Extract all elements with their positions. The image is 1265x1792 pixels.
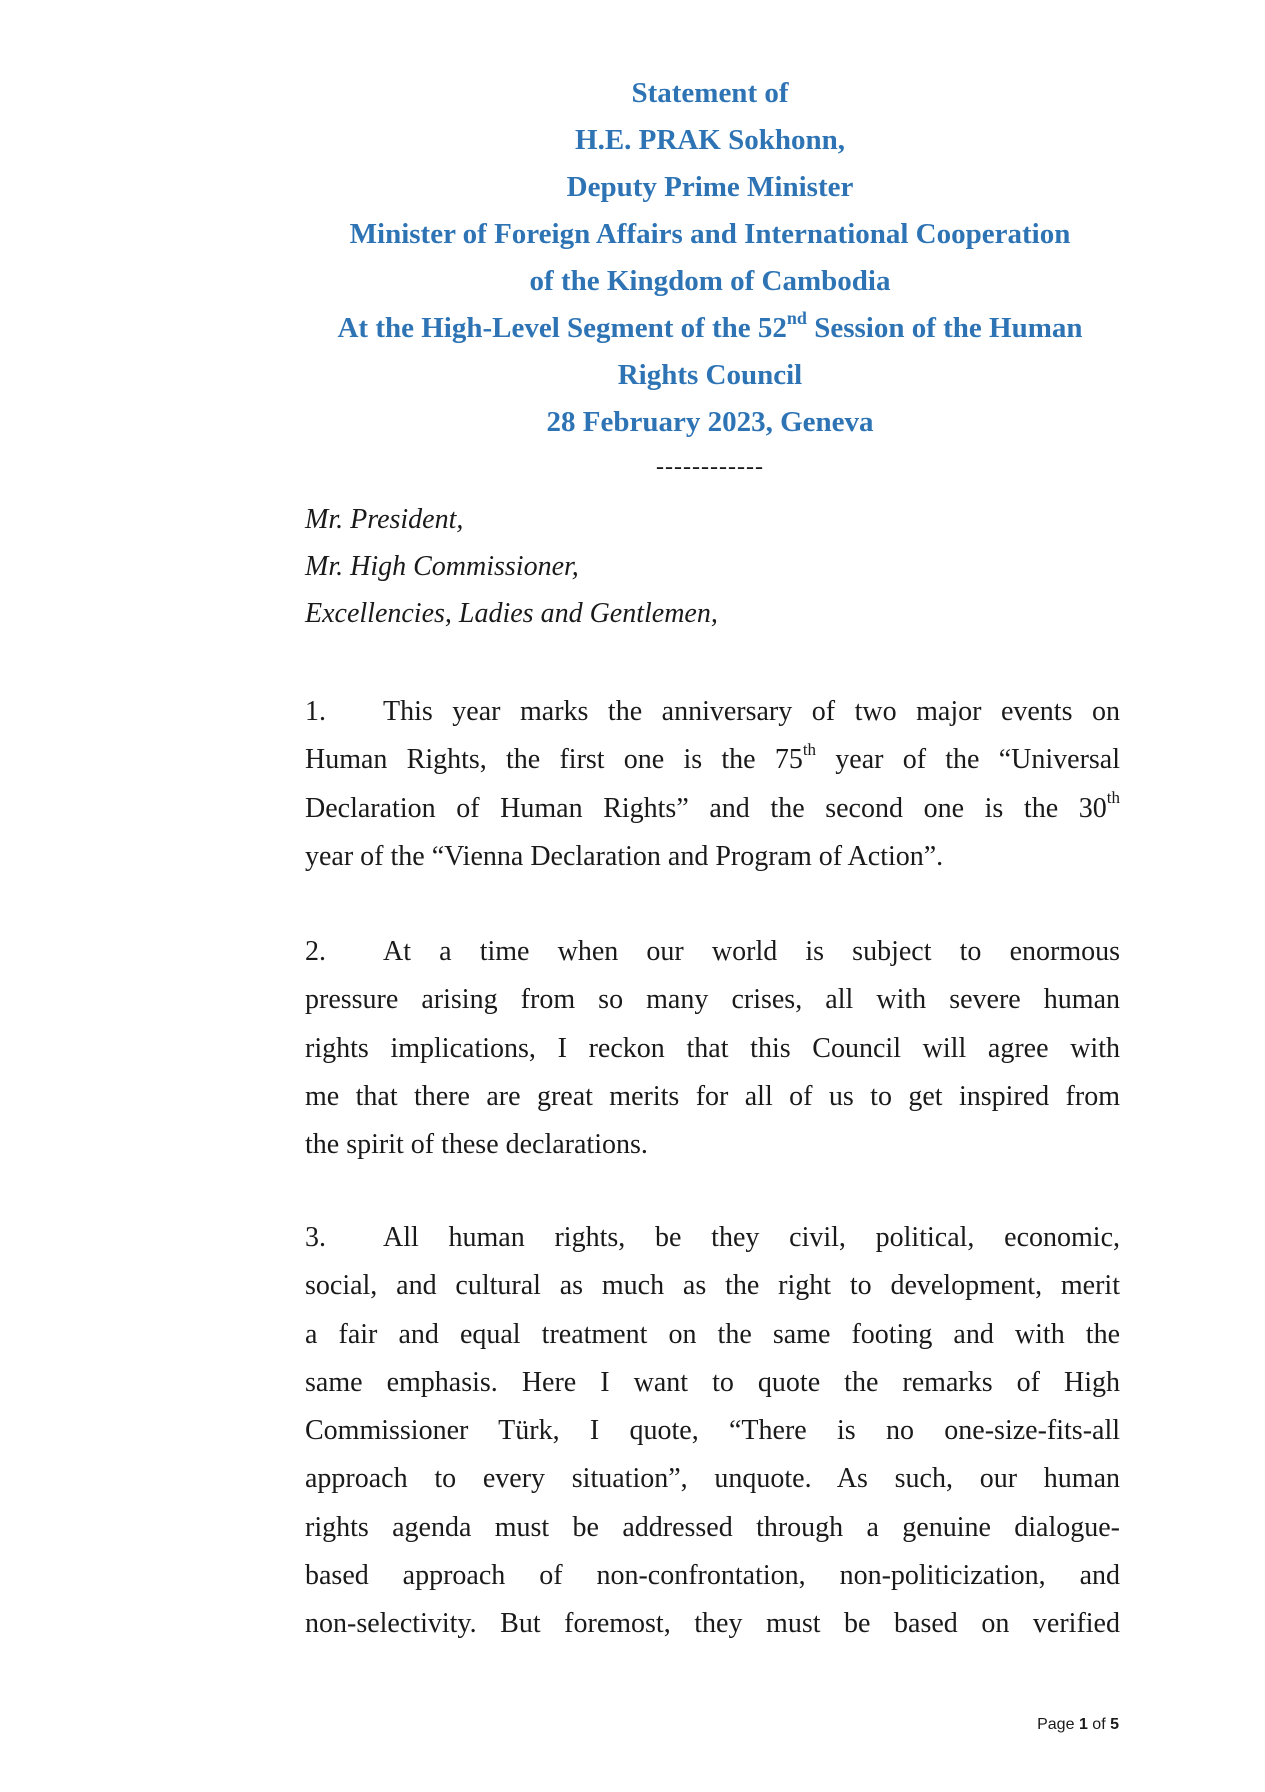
paragraph-number: 2. bbox=[305, 936, 326, 967]
paragraph-text: This year marks the anniversary of two major events on bbox=[383, 696, 1120, 727]
paragraph-line: a fair and equal treatment on the same footing and with the bbox=[305, 1318, 1120, 1350]
statement-heading bbox=[290, 70, 1130, 446]
page-label: Page bbox=[1037, 1716, 1075, 1733]
heading-line: of the Kingdom of Cambodia bbox=[529, 265, 891, 297]
separator: ------------ bbox=[656, 454, 764, 480]
paragraph-number: 3. bbox=[305, 1222, 326, 1253]
heading-line: Minister of Foreign Affairs and International Cooperation bbox=[349, 218, 1071, 250]
paragraph-line: year of the “Vienna Declaration and Program of Action”. bbox=[305, 840, 944, 872]
paragraph-line: Commissioner Türk, I quote, “There is no one-size-fits-all bbox=[305, 1415, 1120, 1447]
paragraph-line: rights agenda must be addressed through a genuine dialogue- bbox=[305, 1511, 1120, 1543]
paragraph-number: 1. bbox=[305, 696, 326, 727]
heading-line bbox=[290, 305, 1130, 352]
of-label: of bbox=[1092, 1716, 1106, 1733]
ordinal-suffix: th bbox=[802, 739, 817, 759]
paragraph-line: me that there are great merits for all of us to get inspired from bbox=[305, 1080, 1120, 1112]
heading-line: 28 February 2023, Geneva bbox=[546, 406, 874, 438]
paragraph-line: pressure arising from so many crises, all with severe human bbox=[305, 984, 1120, 1016]
page-number-footer bbox=[1037, 1716, 1119, 1734]
paragraph-line bbox=[305, 928, 1120, 976]
salutation bbox=[305, 496, 718, 637]
paragraph-text: Human Rights, the first one is the 75 bbox=[305, 744, 803, 776]
paragraph-line bbox=[305, 736, 1120, 784]
paragraph-line: non-selectivity. But foremost, they must be based on verified bbox=[305, 1608, 1120, 1640]
heading-text: At the High-Level Segment of the 52 bbox=[337, 312, 787, 344]
ordinal-suffix: th bbox=[1106, 788, 1120, 808]
paragraph-line: based approach of non-confrontation, non-politicization, and bbox=[305, 1560, 1120, 1592]
paragraph-line: approach to every situation”, unquote. As such, our human bbox=[305, 1463, 1120, 1495]
salutation-line: Mr. President, bbox=[305, 504, 464, 535]
heading-line: Rights Council bbox=[617, 359, 803, 391]
paragraph-3 bbox=[305, 1214, 1120, 1649]
paragraph-line: same emphasis. Here I want to quote the remarks of High bbox=[305, 1366, 1120, 1398]
paragraph-text: year of the “Universal bbox=[816, 744, 1120, 776]
total-pages: 5 bbox=[1110, 1716, 1119, 1733]
heading-line: Deputy Prime Minister bbox=[566, 171, 854, 203]
paragraph-line bbox=[305, 1214, 1120, 1262]
heading-text: Session of the Human bbox=[806, 312, 1083, 344]
paragraph-line bbox=[305, 785, 1120, 833]
paragraph-text: All human rights, be they civil, political, economic, bbox=[383, 1222, 1120, 1253]
paragraph-line: the spirit of these declarations. bbox=[305, 1129, 648, 1161]
paragraph-line: rights implications, I reckon that this Council will agree with bbox=[305, 1032, 1120, 1064]
paragraph-2 bbox=[305, 928, 1120, 1169]
ordinal-suffix: nd bbox=[786, 308, 807, 329]
paragraph-line bbox=[305, 688, 1120, 736]
heading-line: Statement of bbox=[631, 77, 789, 109]
heading-line: H.E. PRAK Sokhonn, bbox=[575, 124, 845, 156]
paragraph-1 bbox=[305, 688, 1120, 881]
salutation-line: Excellencies, Ladies and Gentlemen, bbox=[305, 598, 718, 629]
paragraph-line: social, and cultural as much as the right to development, merit bbox=[305, 1270, 1120, 1302]
paragraph-text: Declaration of Human Rights” and the second one is the 30 bbox=[305, 792, 1107, 824]
salutation-line: Mr. High Commissioner, bbox=[305, 551, 579, 582]
paragraph-text: At a time when our world is subject to enormous bbox=[383, 936, 1120, 967]
current-page: 1 bbox=[1078, 1716, 1088, 1733]
